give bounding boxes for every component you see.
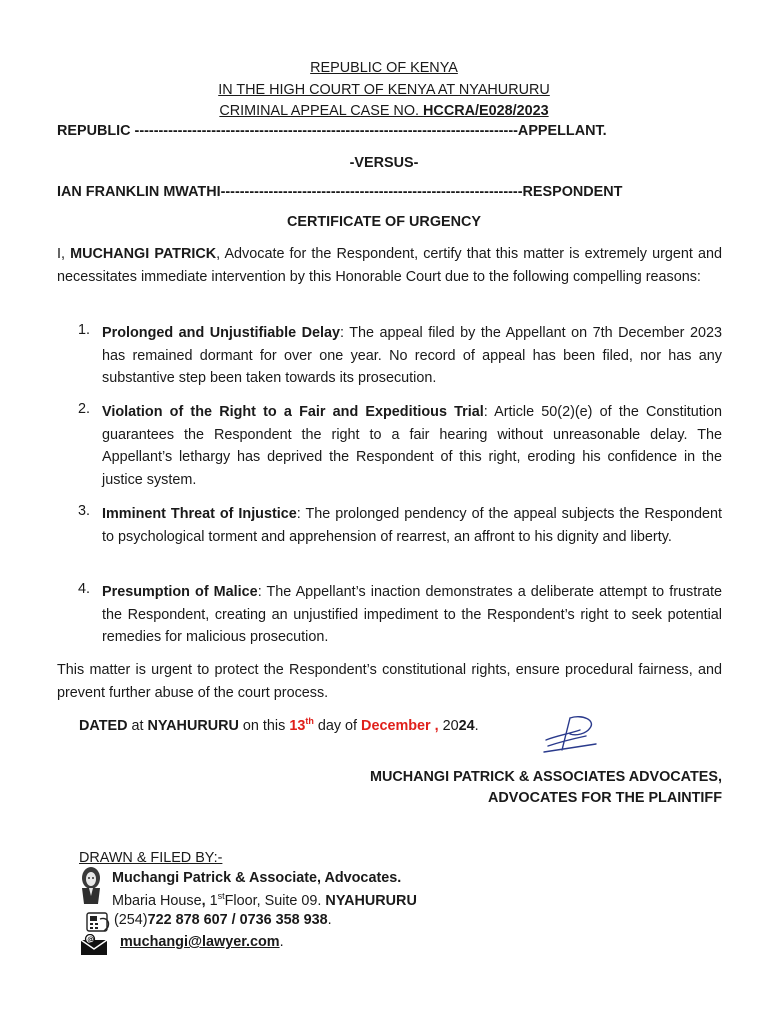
filed-email: muchangi@lawyer.com. [120, 934, 284, 950]
email-link[interactable]: muchangi@lawyer.com [120, 934, 280, 950]
reason-number: 1. [78, 322, 91, 338]
versus: -VERSUS- [349, 155, 419, 171]
header-case [0, 103, 768, 119]
filed-phone: (254)722 878 607 / 0736 358 938. [114, 912, 332, 928]
header-court: IN THE HIGH COURT OF KENYA AT NYAHURURU [218, 82, 550, 98]
signature [540, 712, 602, 756]
case-prefix: CRIMINAL APPEAL CASE NO. [219, 103, 424, 119]
reason-item: Violation of the Right to a Fair and Expeditious Trial: Article 50(2)(e) of the Constitution guarantees the Respondent the right to a fair hearing without unreasonable delay. The Appellant’s lethargy has deprived the Respondent of this right, eroding his confidence in the justice system. [102, 404, 723, 488]
reason-number: 3. [78, 503, 91, 519]
drawn-filed-label: DRAWN & FILED BY:- [79, 850, 223, 866]
filed-address: Mbaria House, 1stFloor, Suite 09. NYAHURURU [112, 891, 417, 909]
filed-firm: Muchangi Patrick & Associate, Advocates. [112, 870, 402, 886]
document-title: CERTIFICATE OF URGENCY [286, 214, 481, 230]
reason-heading: Presumption of Malice [102, 584, 258, 600]
email-icon [80, 934, 108, 956]
signature-role: ADVOCATES FOR THE PLAINTIFF [488, 790, 722, 806]
respondent-line: IAN FRANKLIN MWATHI---------------------------------------------------------------RESPONDENT [57, 184, 623, 200]
dated-month: December , [361, 717, 443, 734]
reason-heading: Violation of the Right to a Fair and Expeditious Trial [102, 404, 484, 420]
reason-number: 4. [78, 581, 91, 597]
reason-item: Presumption of Malice: The Appellant’s inaction demonstrates a deliberate attempt to frustrate the Respondent, creating an unjustified impediment to the Respondent’s right to seek potential remedies for malicious prosecution. [102, 584, 723, 645]
dated-label: DATED [79, 717, 128, 734]
dated-year: 24 [458, 717, 475, 734]
case-number: HCCRA/E028/2023 [423, 103, 549, 119]
appellant-line: REPUBLIC --------------------------------------------------------------------------------APPELLANT. [57, 123, 607, 139]
signature-firm: MUCHANGI PATRICK & ASSOCIATES ADVOCATES, [369, 769, 722, 785]
reason-item: Prolonged and Unjustifiable Delay: The appeal filed by the Appellant on 7th December 2023 has remained dormant for over one year. No record of appeal has been filed, nor has any substantive step been taken towards its prosecution. [102, 325, 722, 386]
dated-place: NYAHURURU [147, 717, 239, 734]
intro-paragraph: I, MUCHANGI PATRICK, Advocate for the Respondent, certify that this matter is extremely urgent and necessitates immediate intervention by this Honorable Court due to the following compelling reasons: [57, 246, 722, 285]
reason-heading: Prolonged and Unjustifiable Delay [102, 325, 340, 341]
advocate-name: MUCHANGI PATRICK [70, 246, 217, 262]
signature-block [370, 767, 722, 809]
filed-town: NYAHURURU [325, 892, 417, 909]
telephone-icon [86, 911, 112, 933]
reason-number: 2. [78, 401, 91, 417]
svg-text:@: @ [87, 935, 95, 944]
reason-heading: Imminent Threat of Injustice [102, 506, 297, 522]
lawyer-logo-icon [80, 866, 102, 906]
dated-day: 13 [289, 717, 306, 734]
header-republic: REPUBLIC OF KENYA [310, 60, 458, 76]
conclusion-paragraph: This matter is urgent to protect the Respondent’s constitutional rights, ensure procedural fairness, and prevent further abuse of the court process. [57, 662, 722, 701]
phone-numbers: 722 878 607 / 0736 358 938 [147, 912, 328, 928]
reason-item: Imminent Threat of Injustice: The prolonged pendency of the appeal subjects the Respondent to psychological torment and apprehension of rearrest, an affront to his dignity and liberty. [102, 506, 722, 545]
dated-line: DATED at NYAHURURU on this 13th day of December , 2024. [79, 716, 479, 734]
